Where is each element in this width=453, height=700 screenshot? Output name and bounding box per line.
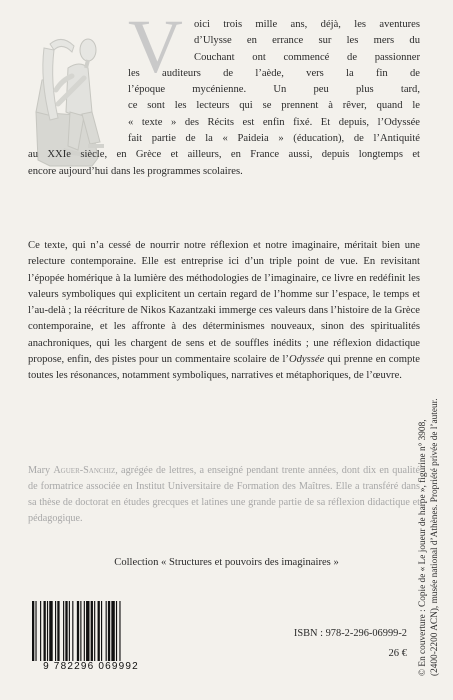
- barcode-bar: [91, 601, 93, 661]
- barcode-bar: [55, 601, 56, 661]
- author-first-name: Mary: [28, 465, 54, 476]
- intro-line-text: « texte » des Récits est enfin fixé. Et depuis, l’Odyssée: [128, 116, 420, 128]
- barcode-bar: [94, 601, 95, 661]
- barcode-bar: [44, 601, 46, 661]
- barcode-bar: [47, 601, 48, 661]
- price: 26 €: [388, 648, 407, 659]
- intro-line: oici trois mille ans, déjà, les aventures: [194, 19, 420, 30]
- cover-credit: [418, 356, 441, 676]
- intro-line: l’époque mycénienne. Un peu plus tard,: [128, 84, 420, 96]
- intro-paragraph: [28, 17, 420, 180]
- intro-line: les auditeurs de l’aède, vers la fin de: [128, 67, 420, 79]
- barcode-bar: [69, 601, 70, 661]
- intro-line: [128, 115, 420, 131]
- barcode-bar: [65, 601, 67, 661]
- barcode-bar: [98, 601, 100, 661]
- author-bio: [28, 463, 420, 527]
- barcode-bar: [108, 601, 110, 661]
- barcode-bar: [32, 601, 34, 661]
- barcode-bar: [84, 601, 85, 661]
- body-text-2: qui prenne en compte toutes les résonances, notamment symboliques, narratives et métaphoriques, de l’œuvre.: [28, 354, 420, 382]
- intro-line: au XXIe siècle, en Grèce et ailleurs, en France aussi, depuis longtemps et: [28, 149, 420, 161]
- collection-title: Collection « Structures et pouvoirs des imaginaires »: [114, 557, 339, 568]
- intro-line: d’Ulysse en errance sur les mers du: [194, 35, 420, 47]
- author-bio-text: , agrégée de lettres, a enseigné pendant trente années, dont dix en qualité de formatrice associée en Institut Universitaire de Formation des Maîtres. Elle a transféré dans sa thèse de doctorat en études grecques et latines une grande partie de sa réflexion didactique et pédagogique.: [28, 465, 420, 524]
- barcode-bar: [80, 601, 81, 661]
- drop-cap: V: [128, 5, 183, 89]
- barcode-bar: [106, 601, 107, 661]
- barcode-bar: [119, 601, 120, 661]
- intro-line: encore aujourd’hui dans les programmes scolaires.: [28, 165, 243, 177]
- barcode-bar: [116, 601, 117, 661]
- body-italic-title: Odyssée: [288, 354, 325, 366]
- author-last-name: Aguer-Sanchiz: [53, 465, 116, 476]
- intro-line: fait partie de la « Paideia » (éducation), de l’Antiquité: [128, 133, 420, 145]
- barcode-bar: [77, 601, 79, 661]
- intro-line-text: ce sont les lecteurs qui se prennent à rêver, quand le: [128, 100, 420, 112]
- body-text-1: Ce texte, qui n’a cessé de nourrir notre réflexion et notre imaginaire, méritait bien une relecture contemporaine. Elle est entreprise ici d’un triple point de vue. En revisitant l’épopée homérique à la lumière des méthodologies de l’imaginaire, ce livre en redéfinit les valeurs symboliques qui explicitent un certain regard de l’homme sur l’espace, le temps et l’au-delà ; la réécriture de Nikos Kazantzaki immerge ces valeurs dans l’histoire de la Grèce contemporaine, et les affronte à des déterminismes nouveaux, sinon des spiritualités anachroniques, qui les chargent de sens et de souffles inédits ; une réflexion didactique propose, enfin, des pistes pour un commentaire scolaire de l’: [28, 240, 420, 366]
- barcode-bar: [86, 601, 89, 661]
- barcode-digits: 9 782296 069992: [43, 661, 139, 672]
- barcode: [30, 601, 152, 661]
- body-paragraph: [28, 238, 420, 385]
- intro-line: [128, 98, 420, 114]
- intro-line: Couchant ont commencé de passionner: [194, 51, 420, 63]
- barcode-bar: [49, 601, 52, 661]
- barcode-bar: [35, 601, 36, 661]
- barcode-bar: [63, 601, 64, 661]
- barcode-bar: [101, 601, 102, 661]
- barcode-bar: [111, 601, 114, 661]
- cover-credit-line-1: © En couverture : Copie de « Le joueur de harpe », figurine n° 3908,: [418, 419, 428, 676]
- barcode-bar: [57, 601, 59, 661]
- barcode-bar: [40, 601, 41, 661]
- cover-credit-line-2: (2400-2200 ACN), musée national d’Athènes. Propriété privée de l’auteur.: [429, 398, 440, 676]
- isbn: ISBN : 978-2-296-06999-2: [293, 628, 407, 639]
- barcode-bar: [72, 601, 73, 661]
